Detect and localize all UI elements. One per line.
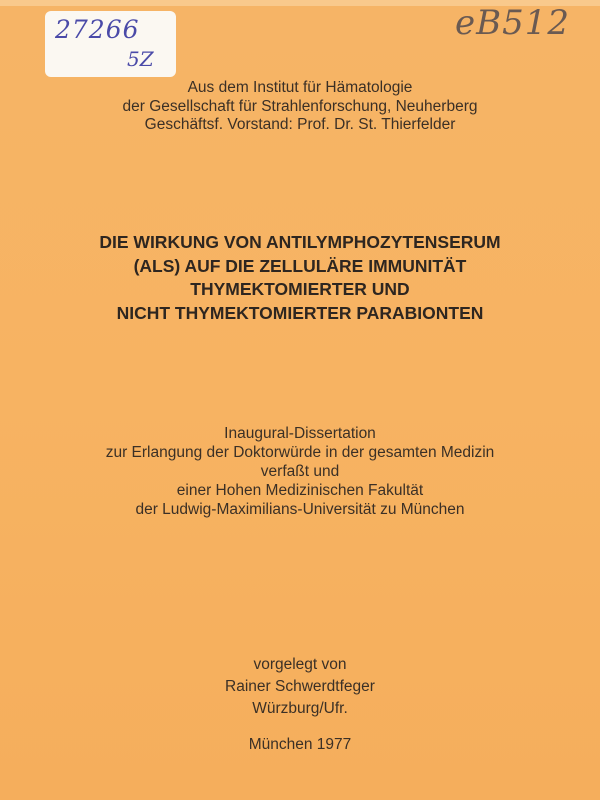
title-line: THYMEKTOMIERTER UND	[190, 279, 410, 299]
institute-block	[0, 79, 600, 135]
title-line: DIE WIRKUNG VON ANTILYMPHOZYTENSERUM	[99, 232, 501, 252]
author-block	[0, 654, 600, 720]
library-label-sticker	[45, 11, 176, 77]
label-number: 27266	[55, 15, 140, 44]
dissertation-line: der Ludwig-Maximilians-Universität zu München	[135, 501, 465, 518]
title-line: (ALS) AUF DIE ZELLULÄRE IMMUNITÄT	[133, 255, 467, 276]
dissertation-line: zur Erlangung der Doktorwürde in der gesamten Medizin	[105, 444, 495, 461]
institute-line: Aus dem Institut für Hämatologie	[187, 79, 413, 96]
dissertation-block	[0, 424, 600, 519]
label-code: 5Z	[127, 47, 154, 71]
title-line: NICHT THYMEKTOMIERTER PARABIONTEN	[116, 302, 484, 323]
handwritten-shelfmark: eB512	[455, 3, 571, 43]
presented-by: vorgelegt von	[253, 656, 347, 673]
place-year	[0, 736, 600, 754]
dissertation-line: verfaßt und	[260, 463, 340, 480]
institute-line: Geschäftsf. Vorstand: Prof. Dr. St. Thierfelder	[144, 116, 456, 133]
dissertation-line: einer Hohen Medizinischen Fakultät	[176, 482, 424, 499]
dissertation-line: Inaugural-Dissertation	[224, 425, 376, 442]
author-name: Rainer Schwerdtfeger	[225, 678, 375, 695]
place-year-text: München 1977	[248, 736, 352, 753]
document-title	[0, 231, 600, 325]
author-origin: Würzburg/Ufr.	[252, 700, 348, 717]
institute-line: der Gesellschaft für Strahlenforschung, Neuherberg	[122, 97, 478, 115]
